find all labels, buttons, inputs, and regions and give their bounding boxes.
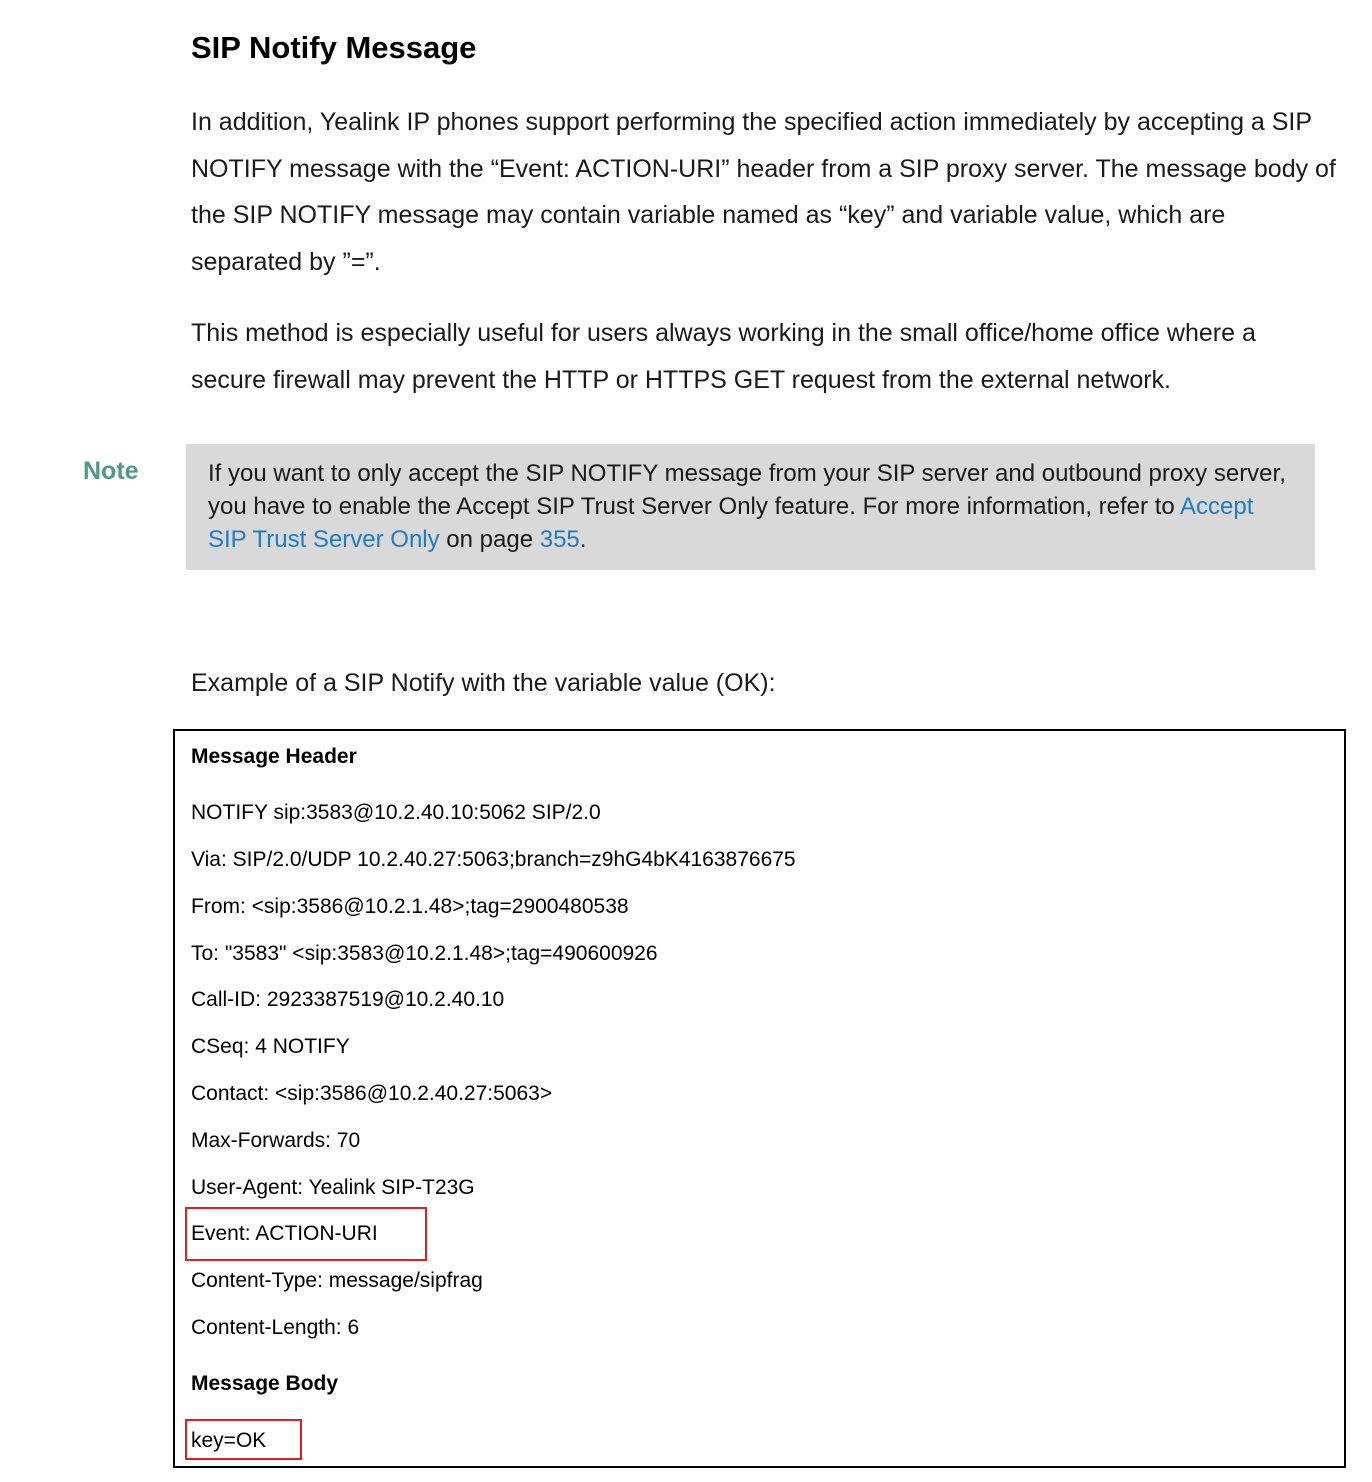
note-text-before: If you want to only accept the SIP NOTIFY message from your SIP server and outbound proxy server, you have to enable the Accept SIP Trust Server Only feature. For more information, refer to <box>208 460 1286 520</box>
intro-paragraph: In addition, Yealink IP phones support performing the specified action immediately by accepting a SIP NOTIFY message with the “Event: ACTION-URI” header from a SIP proxy server. The message body of the SIP NOTIFY message may contain variable named as “key” and variable value, which are separated by ”=”. <box>191 108 1336 276</box>
header-line-content-length: Content-Length: 6 <box>191 1316 360 1339</box>
header-line-max-forwards: Max-Forwards: 70 <box>191 1129 361 1152</box>
header-line-event: Event: ACTION-URI <box>191 1222 378 1245</box>
section-title: SIP Notify Message <box>191 30 477 65</box>
example-caption: Example of a SIP Notify with the variable value (OK): <box>191 669 776 697</box>
note-text-after: . <box>579 526 587 553</box>
header-line-via: Via: SIP/2.0/UDP 10.2.40.27:5063;branch=z9hG4bK4163876675 <box>191 848 796 871</box>
header-line-from: From: <sip:3586@10.2.1.48>;tag=2900480538 <box>191 895 629 918</box>
page-number-link[interactable]: 355 <box>539 526 580 553</box>
header-line-user-agent: User-Agent: Yealink SIP-T23G <box>191 1176 475 1199</box>
event-highlight-box <box>185 1207 427 1261</box>
message-header-title: Message Header <box>191 745 357 768</box>
note-text-middle: on page <box>439 526 540 553</box>
header-line-contact: Contact: <sip:3586@10.2.40.27:5063> <box>191 1082 553 1105</box>
note-box <box>186 444 1315 570</box>
header-line-content-type: Content-Type: message/sipfrag <box>191 1269 483 1292</box>
note-label: Note <box>83 457 139 485</box>
header-line-cseq: CSeq: 4 NOTIFY <box>191 1035 350 1058</box>
header-line-to: To: "3583" <sip:3583@10.2.1.48>;tag=490600926 <box>191 942 658 965</box>
header-line-call-id: Call-ID: 2923387519@10.2.40.10 <box>191 988 505 1011</box>
message-body-title: Message Body <box>191 1372 339 1395</box>
usage-paragraph: This method is especially useful for users always working in the small office/home office where a secure firewall may prevent the HTTP or HTTPS GET request from the external network. <box>191 319 1256 394</box>
body-line-key: key=OK <box>191 1429 267 1452</box>
header-line-request: NOTIFY sip:3583@10.2.40.10:5062 SIP/2.0 <box>191 801 601 824</box>
key-highlight-box <box>185 1419 302 1460</box>
accept-sip-trust-server-link[interactable]: Accept SIP Trust Server Only <box>208 493 1254 553</box>
